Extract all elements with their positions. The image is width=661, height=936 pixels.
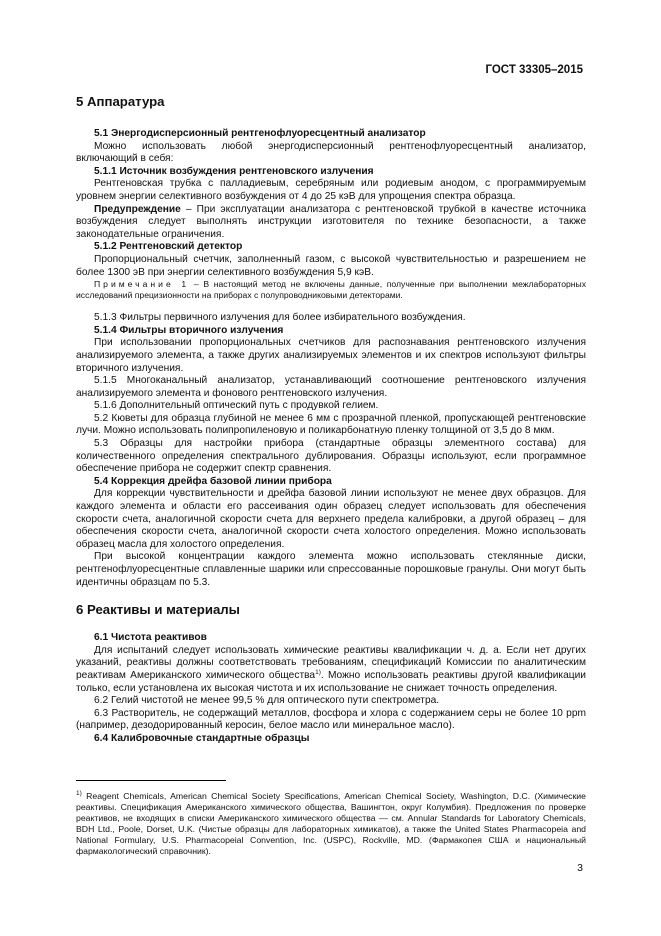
para-5-3: 5.3 Образцы для настройки прибора (стандартные образцы элементного состава) для количественного определения спектрального дублирования. Образцы используют, если программное обеспечение прибора не содержит спектр сравнения. <box>76 438 586 475</box>
para-5-1: Можно использовать любой энергодисперсионный рентгенофлуоресцентный анализатор, включающий в себя: <box>76 140 586 165</box>
page-number: 3 <box>577 862 583 874</box>
para-6-1 <box>76 645 586 695</box>
heading-5-1-1: 5.1.1 Источник возбуждения рентгеновского излучения <box>94 165 374 177</box>
para-5-1-4: При использовании пропорциональных счетчиков для распознавания рентгеновского излучения анализируемого элемента, а также других анализируемых элементов и их спектров используют фильтры вторичного излучения. <box>76 337 586 374</box>
section-6-title: 6 Реактивы и материалы <box>76 602 240 618</box>
footnote <box>76 791 586 857</box>
heading-6-4: 6.4 Калибровочные стандартные образцы <box>94 732 310 744</box>
para-6-2: 6.2 Гелий чистотой не менее 99,5 % для оптического пути спектрометра. <box>94 695 440 707</box>
heading-6-1: 6.1 Чистота реактивов <box>94 632 207 644</box>
para-5-1-3: 5.1.3 Фильтры первичного излучения для более избирательного возбуждения. <box>94 312 466 324</box>
heading-5-4: 5.4 Коррекция дрейфа базовой линии прибора <box>94 475 332 487</box>
para-6-1-end: . Можно использовать реактивы другой квалификации только, если установлена их высокая чистота и их использование не снижает точность определения. <box>76 669 586 694</box>
footnote-reference[interactable]: 1) <box>315 668 321 676</box>
para-5-2: 5.2 Кюветы для образца глубиной не менее 6 мм с прозрачной пленкой, пропускающей рентгеновские лучи. Можно использовать полипропиленовую и поликарбонатную пленку толщиной от 3,5 до 8 мкм. <box>76 412 586 437</box>
footnote-divider <box>76 780 226 781</box>
standard-number: ГОСТ 33305–2015 <box>485 64 583 76</box>
note-label: Примечание 1 <box>94 279 190 290</box>
para-5-1-1: Рентгеновская трубка с палладиевым, серебряным или родиевым анодом, с программируемым уровнем энергии селективного возбуждения от 4 до 25 кэВ для упрощения спектра образца. <box>76 178 586 202</box>
para-5-4-b: При высокой концентрации каждого элемента можно использовать стеклянные диски, рентгенофлуоресцентные сплавленные шарики или спрессованные порошковые гранулы. Они могут быть идентичны образцам по 5.3. <box>76 551 586 588</box>
warning-text: – При эксплуатации анализатора с рентгеновской трубкой в качестве источника возбуждения следует выполнять инструкции изготовителя по технике безопасности, а также законодательные ограничения. <box>76 203 586 240</box>
heading-5-1-2: 5.1.2 Рентгеновский детектор <box>94 241 243 253</box>
para-5-1-2: Пропорциональный счетчик, заполненный газом, с высокой чувствительностью и разрешением не более 1300 эВ при энергии селективного возбуждения 5,9 кэВ. <box>76 253 586 278</box>
note-1 <box>76 279 586 301</box>
para-5-1-5: 5.1.5 Многоканальный анализатор, устанавливающий соотношение рентгеновского излучения анализируемого элемента и фонового рентгеновского излучения. <box>76 375 586 399</box>
para-5-4-a: Для коррекции чувствительности и дрейфа базовой линии используют не менее двух образцов. Для каждого элемента и области его рассеивания один образец следует использовать для обеспечения скорости счета, аналогичной скорости счета для верхнего предела калибровки, а другой образец – для обеспечения скорости счета, аналогичной скорости счета холостого определения. Можно использовать образец масла для холостого определения. <box>76 488 586 550</box>
para-6-3: 6.3 Растворитель, не содержащий металлов, фосфора и хлора с содержанием серы не более 10 ppm (например, дезодорированный керосин, белое масло или минеральное масло). <box>76 707 586 732</box>
section-5-title: 5 Аппаратура <box>76 94 165 109</box>
note-text: – В настоящий метод не включены данные, полученные при выполнении межлабораторных исследований прецизионности на приборах с полупроводниковыми детекторами. <box>76 279 586 301</box>
main-text <box>76 86 586 746</box>
footnote-mark: 1) <box>76 790 82 797</box>
para-6-1-start: Для испытаний следует использовать химические реактивы квалификации ч. д. а. Если нет других указаний, реактивы должны соответствовать требованиям, спецификаций Комиссии по аналитическим реактивам Американского химического общества <box>76 644 586 681</box>
warning-paragraph <box>76 204 586 242</box>
heading-5-1: 5.1 Энергодисперсионный рентгенофлуоресцентный анализатор <box>94 128 426 139</box>
para-5-1-6: 5.1.6 Дополнительный оптический путь с продувкой гелием. <box>94 400 379 412</box>
footnote-text: Reagent Chemicals, American Chemical Society Specifications, American Chemical Society, Washington, D.C. (Химические реактивы. Спецификация Американского химического общества, Вашингтон, округ Колумбия). Предложения по проверке реактивов, не входящих в списки Американского химического общества — см. Annular Standards for Laboratory Chemicals, BDH Ltd., Poole, Dorset, U.K. (Чистые образцы для лабораторных химикатов), а также the United States Pharmacopeia and National Formulary, U.S. Pharmacopeial Convention, Inc. (USPC), Rockville, MD. (Фармакопея США и национальный фармакологический справочник). <box>76 791 586 856</box>
warning-label: Предупреждение <box>94 203 181 215</box>
heading-5-1-4: 5.1.4 Фильтры вторичного излучения <box>94 324 284 336</box>
